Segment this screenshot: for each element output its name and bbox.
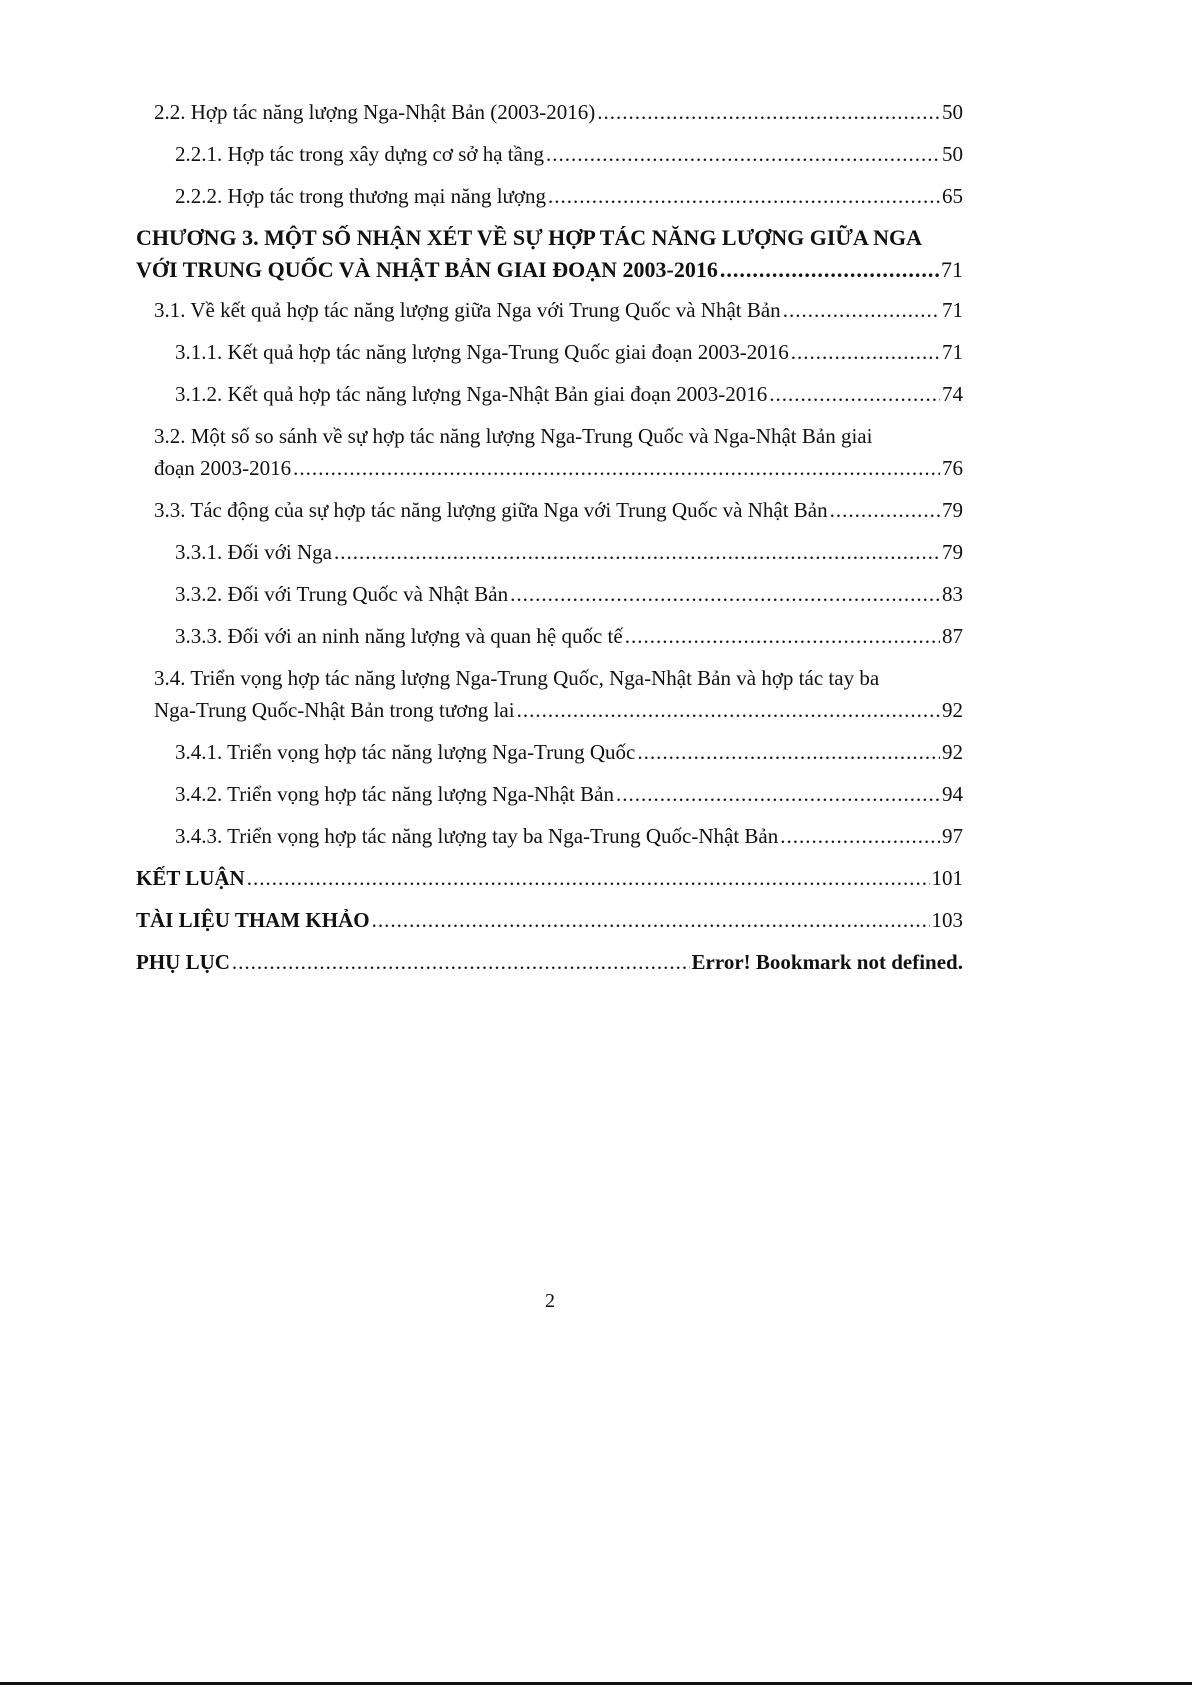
dot-leader (720, 254, 939, 286)
toc-entry[interactable]: 2.2.2. Hợp tác trong thương mại năng lượng ..... 65 (136, 180, 963, 212)
toc-entry[interactable]: 2.2. Hợp tác năng lượng Nga-Nhật Bản (2003-2016) ..... 50 (136, 96, 963, 128)
toc-page-number: 94 (942, 782, 963, 806)
toc-page-number: 65 (942, 184, 963, 208)
page-number: 2 (545, 1290, 555, 1312)
toc-entry[interactable]: 3.4. Triển vọng hợp tác năng lượng Nga-Trung Quốc, Nga-Nhật Bản và hợp tác tay ba Nga-Trung Quốc-Nhật Bản trong tương lai ..... 92 (136, 662, 963, 726)
bookmark-error-text: Error! Bookmark not defined. (691, 950, 963, 974)
toc-page-number: 79 (942, 498, 963, 522)
toc-page-number: 103 (931, 908, 963, 932)
toc-page-number: 101 (931, 866, 963, 890)
toc-page-number: 97 (942, 824, 963, 848)
dot-leader (830, 494, 940, 526)
dot-leader (791, 336, 940, 368)
toc-page-number: 71 (942, 298, 963, 322)
dot-leader (548, 180, 940, 212)
dot-leader (616, 778, 940, 810)
toc-page-number: 83 (942, 582, 963, 606)
dot-leader (293, 452, 940, 484)
dot-leader (517, 694, 940, 726)
toc-page-number: 71 (941, 257, 963, 282)
toc-entry[interactable]: 3.1. Về kết quả hợp tác năng lượng giữa Nga với Trung Quốc và Nhật Bản ..... 71 (136, 294, 963, 326)
toc-entry[interactable]: 3.3.2. Đối với Trung Quốc và Nhật Bản ..... 83 (136, 578, 963, 610)
toc-entry[interactable]: 3.3.1. Đối với Nga ..... 79 (136, 536, 963, 568)
toc-entry-references[interactable]: TÀI LIỆU THAM KHẢO ..... 103 (136, 904, 963, 936)
toc-entry[interactable]: 3.1.2. Kết quả hợp tác năng lượng Nga-Nhật Bản giai đoạn 2003-2016 ..... 74 (136, 378, 963, 410)
toc-page-number: 87 (942, 624, 963, 648)
toc-entry-appendix[interactable]: PHỤ LỤC ..... Error! Bookmark not defined. (136, 946, 963, 978)
dot-leader (783, 294, 940, 326)
toc-page-number: 92 (942, 698, 963, 722)
dot-leader (625, 620, 940, 652)
dot-leader (769, 378, 940, 410)
chapter-label: CHƯƠNG 3. (136, 225, 259, 250)
dot-leader (637, 736, 940, 768)
dot-leader (546, 138, 940, 170)
dot-leader (510, 578, 940, 610)
toc-entry[interactable]: 3.1.1. Kết quả hợp tác năng lượng Nga-Trung Quốc giai đoạn 2003-2016 ..... 71 (136, 336, 963, 368)
dot-leader (780, 820, 940, 852)
toc-entry[interactable]: 3.3.3. Đối với an ninh năng lượng và quan hệ quốc tế ..... 87 (136, 620, 963, 652)
toc-entry[interactable]: 3.4.3. Triển vọng hợp tác năng lượng tay ba Nga-Trung Quốc-Nhật Bản ..... 97 (136, 820, 963, 852)
toc-page-number: 74 (942, 382, 963, 406)
toc-entry[interactable]: 3.2. Một số so sánh về sự hợp tác năng lượng Nga-Trung Quốc và Nga-Nhật Bản giai đoạn 2003-2016 ..... 76 (136, 420, 963, 484)
dot-leader (232, 946, 690, 978)
toc-page-number: 50 (942, 142, 963, 166)
dot-leader (247, 862, 930, 894)
table-of-contents (136, 96, 963, 988)
toc-page-number: 92 (942, 740, 963, 764)
toc-page-number: 71 (942, 340, 963, 364)
toc-chapter-entry[interactable]: CHƯƠNG 3. MỘT SỐ NHẬN XÉT VỀ SỰ HỢP TÁC NĂNG LƯỢNG GIỮA NGA VỚI TRUNG QUỐC VÀ NHẬT BẢN GIAI ĐOẠN 2003-2016 ..... 71 (136, 222, 963, 286)
toc-entry[interactable]: 3.3. Tác động của sự hợp tác năng lượng giữa Nga với Trung Quốc và Nhật Bản ..... 79 (136, 494, 963, 526)
toc-page-number: 76 (942, 456, 963, 480)
toc-page-number: 50 (942, 100, 963, 124)
toc-entry[interactable]: 2.2.1. Hợp tác trong xây dựng cơ sở hạ tầng ..... 50 (136, 138, 963, 170)
toc-entry-conclusion[interactable]: KẾT LUẬN ..... 101 (136, 862, 963, 894)
dot-leader (334, 536, 940, 568)
toc-entry[interactable]: 3.4.2. Triển vọng hợp tác năng lượng Nga-Nhật Bản ..... 94 (136, 778, 963, 810)
toc-page-number: 79 (942, 540, 963, 564)
dot-leader (597, 96, 940, 128)
toc-entry[interactable]: 3.4.1. Triển vọng hợp tác năng lượng Nga-Trung Quốc ..... 92 (136, 736, 963, 768)
dot-leader (372, 904, 930, 936)
